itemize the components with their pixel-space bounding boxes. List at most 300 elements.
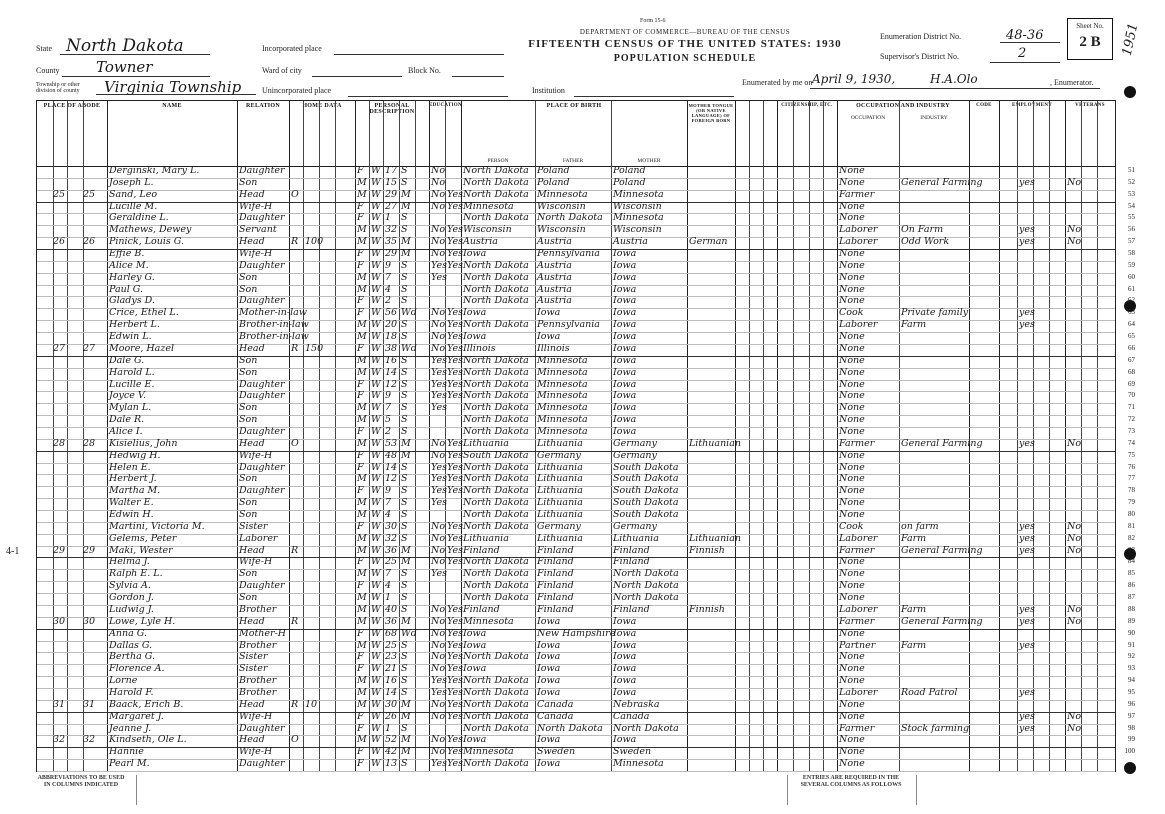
cell-industry: General Farming <box>901 176 983 188</box>
line-number: 93 <box>1128 664 1135 673</box>
cell-marital: M <box>401 188 411 200</box>
line-number: 72 <box>1128 415 1135 424</box>
cell-birth: North Dakota <box>463 354 529 366</box>
cell-father: Lithuania <box>537 473 583 485</box>
cell-read: Yes <box>447 449 463 461</box>
cell-mother: Iowa <box>613 283 637 295</box>
cell-relation: Daughter <box>239 580 285 592</box>
cell-birth: North Dakota <box>463 259 529 271</box>
cell-race: W <box>371 307 381 319</box>
cell-occupation: Laborer <box>839 236 878 248</box>
cell-read: Yes <box>447 473 463 485</box>
cell-relation: Son <box>239 366 258 378</box>
cell-mother: Iowa <box>613 627 637 639</box>
cell-mother: Sweden <box>613 746 652 758</box>
cell-mother: Iowa <box>613 319 637 331</box>
cell-mother: Iowa <box>613 354 637 366</box>
cell-occupation: None <box>839 556 865 568</box>
cell-age: 23 <box>385 651 398 663</box>
cell-mother: Finland <box>613 556 650 568</box>
cell-occupation: None <box>839 212 865 224</box>
cell-age: 14 <box>385 461 398 473</box>
line-number: 62 <box>1128 296 1135 305</box>
cell-birth: North Dakota <box>463 378 529 390</box>
cell-mother: Iowa <box>613 414 637 426</box>
cell-race: W <box>371 580 381 592</box>
cell-birth: North Dakota <box>463 698 529 710</box>
cell-industry: Odd Work <box>901 236 950 248</box>
cell-mother: North Dakota <box>613 580 679 592</box>
cell-name: Helen E. <box>109 461 151 473</box>
cell-name: Maki, Wester <box>109 544 173 556</box>
cell-race: W <box>371 473 381 485</box>
cell-mother: South Dakota <box>613 497 679 509</box>
line-number: 91 <box>1128 640 1135 649</box>
cell-name: Paul G. <box>109 283 144 295</box>
cell-vet: No <box>1067 236 1082 248</box>
cell-marital: Wd <box>401 627 417 639</box>
department-line: DEPARTMENT OF COMMERCE—BUREAU OF THE CENSUS <box>579 28 791 36</box>
cell-race: W <box>371 331 381 343</box>
cell-race: W <box>371 342 381 354</box>
cell-industry: Road Patrol <box>901 686 958 698</box>
cell-name: Lorne <box>109 675 138 687</box>
cell-name: Pinick, Louis G. <box>109 236 185 248</box>
cell-school: No <box>431 532 446 544</box>
cell-relation: Wife-H <box>239 710 273 722</box>
cell-industry: on farm <box>901 520 939 532</box>
enum-district-label: Enumeration District No. <box>880 32 962 41</box>
cell-occupation: Laborer <box>839 686 878 698</box>
cell-age: 30 <box>385 698 398 710</box>
cell-age: 52 <box>385 734 398 746</box>
cell-sex: M <box>357 734 367 746</box>
subheader-person: PERSON <box>487 158 509 164</box>
cell-age: 27 <box>385 200 398 212</box>
cell-industry: Stock farming <box>901 722 970 734</box>
cell-sex: F <box>357 390 364 402</box>
cell-vet: No <box>1067 437 1082 449</box>
cell-mother: Iowa <box>613 271 637 283</box>
cell-sex: F <box>357 449 364 461</box>
subheader-industry: INDUSTRY <box>920 115 948 121</box>
cell-industry: Farm <box>901 603 927 615</box>
cell-read: Yes <box>447 603 463 615</box>
cell-relation: Daughter <box>239 461 285 473</box>
cell-age: 4 <box>385 580 392 592</box>
county-label: County <box>36 66 60 75</box>
cell-sex: M <box>357 509 367 521</box>
cell-age: 18 <box>385 331 398 343</box>
cell-name: Gordon J. <box>109 592 154 604</box>
cell-occupation: None <box>839 354 865 366</box>
unincorporated-label: Unincorporated place <box>262 86 332 95</box>
cell-sex: M <box>357 331 367 343</box>
cell-occupation: None <box>839 746 865 758</box>
cell-family: 25 <box>83 188 96 200</box>
cell-read: Yes <box>447 627 463 639</box>
cell-mother: Iowa <box>613 390 637 402</box>
cell-relation: Head <box>239 734 265 746</box>
cell-marital: Wd <box>401 342 417 354</box>
cell-occupation: None <box>839 390 865 402</box>
cell-mother: North Dakota <box>613 568 679 580</box>
cell-marital: M <box>401 556 411 568</box>
cell-race: W <box>371 425 381 437</box>
cell-father: North Dakota <box>537 722 603 734</box>
line-number: 73 <box>1128 426 1135 435</box>
cell-mother: Iowa <box>613 342 637 354</box>
cell-race: W <box>371 592 381 604</box>
cell-occupation: None <box>839 259 865 271</box>
cell-father: Minnesota <box>537 378 588 390</box>
cell-relation: Son <box>239 497 258 509</box>
cell-birth: Iowa <box>463 639 487 651</box>
supervisor-label: Supervisor's District No. <box>880 52 959 61</box>
cell-mother: Austria <box>613 236 648 248</box>
cell-read: Yes <box>447 710 463 722</box>
cell-race: W <box>371 686 381 698</box>
line-number: 56 <box>1128 225 1135 234</box>
cell-sex: F <box>357 342 364 354</box>
cell-name: Gelems, Peter <box>109 532 177 544</box>
cell-sex: M <box>357 639 367 651</box>
cell-sex: M <box>357 188 367 200</box>
cell-industry: General Farming <box>901 615 983 627</box>
cell-vet: No <box>1067 615 1082 627</box>
cell-school: No <box>431 615 446 627</box>
cell-marital: S <box>401 402 408 414</box>
cell-age: 38 <box>385 342 398 354</box>
cell-race: W <box>371 449 381 461</box>
cell-father: North Dakota <box>537 212 603 224</box>
cell-relation: Daughter <box>239 390 285 402</box>
cell-mother: Iowa <box>613 259 637 271</box>
cell-birth: North Dakota <box>463 651 529 663</box>
header-veterans: VETERANS <box>1075 103 1105 108</box>
schedule-rows <box>37 165 1135 771</box>
cell-occupation: None <box>839 200 865 212</box>
cell-industry: Farm <box>901 532 927 544</box>
cell-sex: M <box>357 686 367 698</box>
cell-school: No <box>431 200 446 212</box>
cell-age: 42 <box>385 746 398 758</box>
ward-label: Ward of city <box>262 66 302 75</box>
cell-father: Minnesota <box>537 188 588 200</box>
cell-age: 9 <box>385 390 392 402</box>
cell-occupation: None <box>839 271 865 283</box>
cell-marital: S <box>401 639 408 651</box>
cell-name: Harley G. <box>109 271 155 283</box>
cell-sex: M <box>357 437 367 449</box>
line-number: 92 <box>1128 652 1135 661</box>
cell-occupation: Cook <box>839 520 864 532</box>
cell-school: Yes <box>431 354 447 366</box>
cell-tenure: O <box>291 188 299 200</box>
line-number: 60 <box>1128 272 1135 281</box>
line-number: 51 <box>1128 166 1135 174</box>
cell-school: Yes <box>431 402 447 414</box>
cell-read: Yes <box>447 354 463 366</box>
cell-age: 36 <box>385 615 398 627</box>
cell-occupation: None <box>839 461 865 473</box>
cell-mother: Minnesota <box>613 212 664 224</box>
sheet-label: Sheet No. <box>1076 22 1104 30</box>
cell-school: Yes <box>431 390 447 402</box>
cell-mother: North Dakota <box>613 722 679 734</box>
cell-father: Canada <box>537 698 574 710</box>
cell-school: No <box>431 248 446 260</box>
cell-relation: Daughter <box>239 758 285 770</box>
cell-school: Yes <box>431 366 447 378</box>
cell-father: Iowa <box>537 307 561 319</box>
cell-name: Edwin L. <box>109 331 152 343</box>
line-number: 86 <box>1128 581 1135 590</box>
line-number: 63 <box>1128 308 1135 317</box>
cell-emp: yes <box>1019 544 1035 556</box>
cell-read: Yes <box>447 378 463 390</box>
cell-birth: North Dakota <box>463 402 529 414</box>
cell-emp: yes <box>1019 532 1035 544</box>
cell-mother: Minnesota <box>613 758 664 770</box>
line-number: 89 <box>1128 616 1135 625</box>
cell-industry: Farm <box>901 319 927 331</box>
cell-school: No <box>431 698 446 710</box>
cell-mother: Lithuania <box>613 532 659 544</box>
cell-school: No <box>431 176 446 188</box>
cell-birth: North Dakota <box>463 473 529 485</box>
cell-father: Finland <box>537 568 574 580</box>
cell-name: Effie B. <box>109 248 145 260</box>
cell-marital: M <box>401 615 411 627</box>
cell-emp: yes <box>1019 307 1035 319</box>
cell-birth: North Dakota <box>463 675 529 687</box>
line-number: 52 <box>1128 177 1135 186</box>
cell-mother: Germany <box>613 520 657 532</box>
cell-father: Finland <box>537 592 574 604</box>
cell-marital: S <box>401 224 408 236</box>
block-label: Block No. <box>408 66 441 75</box>
cell-read: Yes <box>447 366 463 378</box>
cell-sex: F <box>357 259 364 271</box>
cell-father: Pennsylvania <box>537 248 600 260</box>
cell-read: Yes <box>447 663 463 675</box>
line-number: 57 <box>1128 237 1135 246</box>
cell-marital: S <box>401 686 408 698</box>
cell-birth: North Dakota <box>463 497 529 509</box>
cell-emp: yes <box>1019 615 1035 627</box>
line-number: 69 <box>1128 379 1135 388</box>
line-number: 85 <box>1128 569 1135 578</box>
cell-age: 16 <box>385 354 398 366</box>
cell-race: W <box>371 544 381 556</box>
cell-name: Pearl M. <box>109 758 150 770</box>
cell-relation: Brother <box>239 639 277 651</box>
cell-marital: S <box>401 580 408 592</box>
cell-marital: S <box>401 354 408 366</box>
cell-occupation: None <box>839 378 865 390</box>
cell-mother: Finland <box>613 603 650 615</box>
line-number: 79 <box>1128 498 1135 507</box>
cell-read: Yes <box>447 319 463 331</box>
township-value: Virginia Township <box>104 78 242 96</box>
cell-birth: North Dakota <box>463 283 529 295</box>
cell-family: 31 <box>83 698 96 710</box>
cell-age: 16 <box>385 675 398 687</box>
cell-sex: M <box>357 402 367 414</box>
cell-marital: M <box>401 437 411 449</box>
cell-sex: F <box>357 556 364 568</box>
cell-school: No <box>431 331 446 343</box>
cell-industry: Farm <box>901 639 927 651</box>
cell-school: No <box>431 224 446 236</box>
cell-marital: S <box>401 425 408 437</box>
cell-sex: F <box>357 378 364 390</box>
cell-occupation: None <box>839 497 865 509</box>
cell-mother: Iowa <box>613 307 637 319</box>
line-number: 83 <box>1128 545 1135 554</box>
cell-race: W <box>371 271 381 283</box>
cell-marital: S <box>401 568 408 580</box>
sheet-stamp: 1951 <box>1119 21 1142 58</box>
cell-sex: F <box>357 485 364 497</box>
cell-relation: Head <box>239 615 265 627</box>
cell-read: Yes <box>447 544 463 556</box>
cell-relation: Wife-H <box>239 248 273 260</box>
cell-father: Sweden <box>537 746 576 758</box>
cell-school: No <box>431 603 446 615</box>
cell-birth: Austria <box>463 236 498 248</box>
cell-birth: North Dakota <box>463 425 529 437</box>
cell-read: Yes <box>447 532 463 544</box>
cell-relation: Sister <box>239 663 268 675</box>
cell-father: Austria <box>537 259 572 271</box>
cell-read: Yes <box>447 639 463 651</box>
line-number: 61 <box>1128 284 1135 293</box>
line-number: 100 <box>1124 747 1135 756</box>
cell-father: Lithuania <box>537 532 583 544</box>
cell-sex: F <box>357 425 364 437</box>
cell-age: 1 <box>385 592 392 604</box>
cell-emp: yes <box>1019 603 1035 615</box>
punch-hole-bottom <box>1124 762 1136 774</box>
cell-occupation: None <box>839 592 865 604</box>
cell-father: Iowa <box>537 734 561 746</box>
cell-mother: Minnesota <box>613 188 664 200</box>
cell-father: Finland <box>537 580 574 592</box>
cell-mother: Wisconsin <box>613 200 662 212</box>
header-relation: RELATION <box>246 103 280 109</box>
cell-relation: Daughter <box>239 165 285 176</box>
line-number: 77 <box>1128 474 1135 483</box>
cell-relation: Wife-H <box>239 556 273 568</box>
cell-father: Iowa <box>537 331 561 343</box>
incorporated-label: Incorporated place <box>262 44 322 53</box>
cell-mother: Iowa <box>613 663 637 675</box>
cell-mother: Germany <box>613 437 657 449</box>
cell-birth: North Dakota <box>463 592 529 604</box>
cell-name: Ralph E. L. <box>109 568 163 580</box>
cell-race: W <box>371 212 381 224</box>
cell-sex: M <box>357 603 367 615</box>
cell-sex: F <box>357 165 364 176</box>
cell-name: Hedwig H. <box>109 449 161 461</box>
cell-emp: yes <box>1019 224 1035 236</box>
cell-marital: S <box>401 319 408 331</box>
cell-value: 150 <box>305 342 324 354</box>
cell-sex: F <box>357 520 364 532</box>
cell-relation: Servant <box>239 224 277 236</box>
enumerated-date: April 9, 1930, <box>812 72 896 86</box>
cell-relation: Head <box>239 544 265 556</box>
cell-age: 26 <box>385 710 398 722</box>
county-value: Towner <box>96 58 153 76</box>
cell-marital: S <box>401 165 408 176</box>
cell-tenure: R <box>291 342 299 354</box>
cell-school: No <box>431 307 446 319</box>
cell-tongue: Finnish <box>689 544 725 556</box>
cell-occupation: Partner <box>839 639 876 651</box>
cell-occupation: Laborer <box>839 224 878 236</box>
cell-mother: Iowa <box>613 248 637 260</box>
cell-name: Mathews, Dewey <box>109 224 192 236</box>
cell-school: No <box>431 544 446 556</box>
cell-marital: S <box>401 520 408 532</box>
cell-occupation: Farmer <box>839 544 875 556</box>
entries-note: ENTRIES ARE REQUIRED IN THE SEVERAL COLUMNS AS FOLLOWS <box>800 775 902 788</box>
cell-vet: No <box>1067 176 1082 188</box>
cell-sex: F <box>357 295 364 307</box>
cell-read: Yes <box>447 437 463 449</box>
cell-name: Jeanne J. <box>109 722 152 734</box>
cell-tenure: O <box>291 437 299 449</box>
cell-vet: No <box>1067 603 1082 615</box>
enum-district-value: 48-36 <box>1006 28 1044 43</box>
township-label: Township or other division of county <box>36 82 80 94</box>
cell-vet: No <box>1067 520 1082 532</box>
cell-occupation: Laborer <box>839 319 878 331</box>
cell-sex: M <box>357 615 367 627</box>
cell-age: 5 <box>385 414 392 426</box>
cell-occupation: None <box>839 248 865 260</box>
cell-age: 15 <box>385 176 398 188</box>
cell-father: Iowa <box>537 686 561 698</box>
cell-relation: Brother <box>239 686 277 698</box>
cell-father: Poland <box>537 176 570 188</box>
cell-name: Sand, Leo <box>109 188 158 200</box>
cell-marital: S <box>401 532 408 544</box>
cell-occupation: Farmer <box>839 615 875 627</box>
cell-name: Anna G. <box>109 627 148 639</box>
cell-age: 14 <box>385 366 398 378</box>
cell-age: 9 <box>385 485 392 497</box>
cell-occupation: None <box>839 710 865 722</box>
cell-marital: S <box>401 651 408 663</box>
cell-mother: Wisconsin <box>613 224 662 236</box>
cell-father: Finland <box>537 544 574 556</box>
line-number: 59 <box>1128 260 1135 269</box>
cell-school: Yes <box>431 675 447 687</box>
cell-race: W <box>371 283 381 295</box>
cell-relation: Brother-in-law <box>239 331 309 343</box>
cell-read: Yes <box>447 686 463 698</box>
cell-mother: Iowa <box>613 615 637 627</box>
cell-birth: North Dakota <box>463 212 529 224</box>
cell-relation: Son <box>239 568 258 580</box>
cell-name: Baack, Erich B. <box>109 698 184 710</box>
cell-name: Alice M. <box>109 259 149 271</box>
line-number: 94 <box>1128 676 1135 685</box>
